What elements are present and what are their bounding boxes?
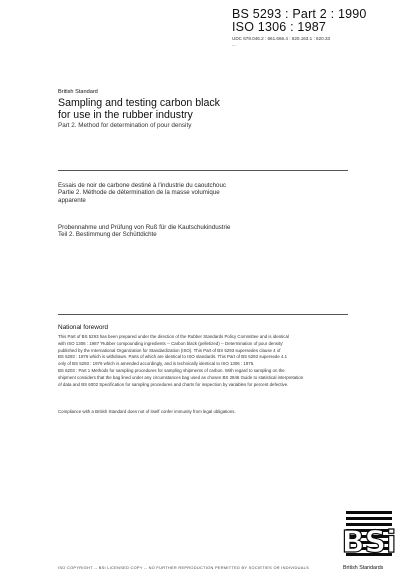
german-title-line-1: Probennahme und Prüfung von Ruß für die Kautschukindustrie: [58, 224, 231, 231]
compliance-statement: Compliance with a British Standard does not of itself confer immunity from legal obligations.: [58, 409, 236, 414]
foreword-heading: National foreword: [58, 324, 109, 331]
german-title-line-2: Teil 2. Bestimmung der Schüttdichte: [58, 231, 157, 239]
divider-top: [58, 170, 348, 171]
foreword-line: BS 5293 : 1976 which is withdrawn. Parts of which are identical to ISO standards. This Part of BS 5293 supersede 4.1: [58, 354, 288, 360]
udc-reference-cont: ...: [232, 41, 236, 47]
bsi-wordmark: BSi: [343, 525, 395, 560]
french-title: [58, 182, 358, 204]
french-title-line-1: Essais de noir de carbone destiné à l'industrie du caoutchouc: [58, 182, 227, 189]
french-title-line-3: apparente: [58, 196, 86, 204]
french-title-line-2: Partie 2. Méthode de détermination de la masse volumique: [58, 189, 220, 197]
foreword-line: with ISO 1306 : 1987 'Rubber compounding ingredients -- Carbon black (pelletized) -- Determination of pour density': [58, 340, 284, 346]
brand-caption: British Standards: [343, 565, 384, 571]
foreword-line: published by the International Organization for Standardization (ISO). This Part of BS 5293 supersedes clause 4 of: [58, 347, 281, 353]
foreword-line: This Part of BS 5293 has been prepared under the direction of the Rubber Standards Policy Committee and is identical: [58, 334, 289, 339]
title-line-2: for use in the rubber industry: [58, 109, 193, 121]
standard-number-bs: BS 5293 : Part 2 : 1990: [232, 7, 367, 21]
page-title: [58, 97, 358, 121]
standard-number-iso: ISO 1306 : 1987: [232, 20, 327, 34]
foreword-line: of data and BS 6002 Specification for sampling procedures and charts for inspection by variables for percent defective.: [58, 381, 289, 387]
copyright-footer: ISO COPYRIGHT -- BSI LICENSED COPY -- NO FURTHER REPRODUCTION PERMITTED BY SOCIETIES OR INDIVIDUALS: [58, 565, 309, 570]
foreword-body: [58, 334, 378, 388]
standard-number-block: [232, 8, 404, 47]
foreword-line: shipment considers that the bag lined under any circumstances bag used as chosen BS 2846 Guide to statistical interpretation: [58, 374, 304, 380]
udc-reference: UDC 678.046.2 : 661.666.4 : 620.163.1 : 620.33: [232, 36, 331, 41]
series-label: British Standard: [58, 89, 98, 95]
german-title: [58, 224, 358, 239]
divider-middle: [58, 314, 348, 315]
bsi-logo-icon: [343, 506, 395, 567]
foreword-line: only of BS 5293 : 1976 which is amended accordingly, and is technically identical to ISO 1306 : 1975.: [58, 361, 255, 367]
foreword-line: BS 6203 : Part 1 Methods for sampling procedures for sampling shipments of carbon. With regard to sampling on the: [58, 367, 285, 373]
part-subtitle: Part 2. Method for determination of pour density: [58, 122, 192, 129]
title-line-1: Sampling and testing carbon black: [58, 97, 220, 109]
